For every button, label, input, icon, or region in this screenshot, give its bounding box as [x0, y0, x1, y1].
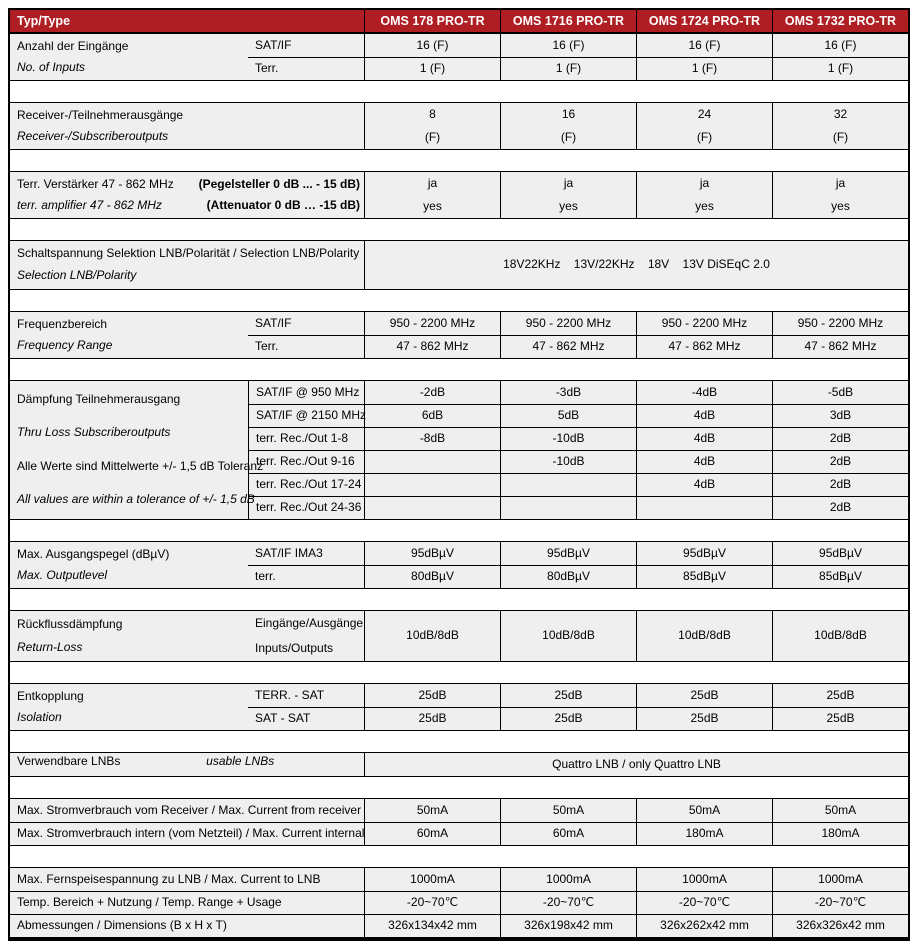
value-cell [500, 473, 636, 496]
value-cell: 47 - 862 MHz [772, 335, 908, 358]
value-cell: -20~70℃ [500, 891, 636, 914]
value-cell: 25dB [500, 684, 636, 707]
section-gap [10, 150, 908, 171]
value-cell: 1 (F) [500, 57, 636, 80]
spec-table [8, 8, 910, 941]
value-cell: 95dBµV [500, 542, 636, 565]
sub-label: terr. Rec./Out 9-16 [248, 450, 364, 473]
label-line: Entkopplung [17, 688, 84, 703]
label-text-left: Verwendbare LNBs [17, 754, 121, 768]
section-gap [10, 731, 908, 752]
sub-label: TERR. - SAT [255, 687, 325, 702]
value-cell: 25dB [772, 684, 908, 707]
value-cell [636, 172, 772, 218]
value-line: (F) [696, 129, 713, 144]
sub-label: SAT/IF @ 2150 MHz [248, 404, 364, 427]
value-line: yes [831, 198, 850, 213]
section-gap [10, 846, 908, 867]
label-line: Schaltspannung Selektion LNB/Polarität / Selection LNB/Polarity [17, 246, 360, 261]
value-cell: 10dB/8dB [364, 611, 500, 661]
value-cell: 85dBµV [772, 565, 908, 588]
value-cell: 16 (F) [636, 34, 772, 57]
value-cell: -3dB [500, 381, 636, 404]
value-cell: 25dB [636, 684, 772, 707]
row-label [10, 753, 364, 776]
value-cell [772, 103, 908, 149]
sub-label: Terr. [248, 57, 364, 80]
section-gap [10, 290, 908, 311]
value-line: 32 [833, 106, 848, 121]
value-cell: 4dB [636, 404, 772, 427]
label-line: Anzahl der Eingänge [17, 38, 129, 53]
label-line: Thru Loss Subscriberoutputs [17, 425, 171, 440]
label-text-left: terr. amplifier 47 - 862 MHz [17, 197, 162, 212]
value-cell: 1 (F) [636, 57, 772, 80]
value-cell: 47 - 862 MHz [500, 335, 636, 358]
row-label [10, 542, 248, 588]
value-line: 8 [429, 106, 436, 121]
value-cell [500, 496, 636, 519]
table-body [10, 33, 908, 938]
sub-label: SAT/IF @ 950 MHz [248, 381, 364, 404]
label-line: No. of Inputs [17, 59, 86, 74]
value-cell [500, 103, 636, 149]
value-cell: 50mA [364, 799, 500, 822]
value-cell: 25dB [636, 707, 772, 730]
value-cell: 60mA [500, 822, 636, 845]
label-line [17, 199, 360, 213]
label-line: Alle Werte sind Mittelwerte +/- 1,5 dB Toleranz [17, 458, 263, 473]
value-cell: 80dBµV [500, 565, 636, 588]
value-cell: 950 - 2200 MHz [636, 312, 772, 335]
sub-label: SAT/IF [255, 37, 292, 52]
value-cell: -20~70℃ [364, 891, 500, 914]
sub-label: SAT/IF IMA3 [255, 545, 323, 560]
value-cell: 25dB [500, 707, 636, 730]
value-cell: 1 (F) [772, 57, 908, 80]
row-label: Max. Stromverbrauch vom Receiver / Max. Current from receiver [17, 802, 362, 817]
section-gap [10, 589, 908, 610]
value-cell: 950 - 2200 MHz [772, 312, 908, 335]
value-cell: -2dB [364, 381, 500, 404]
spec-section [10, 380, 908, 520]
value-cell: 4dB [636, 427, 772, 450]
value-cell: 950 - 2200 MHz [364, 312, 500, 335]
value-cell: 5dB [500, 404, 636, 427]
value-cell [500, 172, 636, 218]
value-cell: 25dB [364, 684, 500, 707]
sub-label: terr. Rec./Out 24-36 [248, 496, 364, 519]
value-cell: 85dBµV [636, 565, 772, 588]
label-text-left: Terr. Verstärker 47 - 862 MHz [17, 176, 174, 191]
value-cell: 2dB [772, 450, 908, 473]
sub-label: SAT/IF [255, 315, 292, 330]
value-cell [364, 473, 500, 496]
label-text-italic: usable LNBs [206, 754, 275, 768]
value-cell [364, 172, 500, 218]
value-cell: 6dB [364, 404, 500, 427]
section-gap [10, 777, 908, 798]
sub-label: terr. [248, 565, 364, 588]
value-line: ja [563, 175, 574, 190]
section-gap [10, 359, 908, 380]
value-cell [364, 496, 500, 519]
value-cell: 1000mA [364, 868, 500, 891]
value-cell: 95dBµV [636, 542, 772, 565]
value-cell: 1000mA [500, 868, 636, 891]
value-cell: 3dB [772, 404, 908, 427]
value-cell: 10dB/8dB [772, 611, 908, 661]
value-line: ja [835, 175, 846, 190]
value-cell: 1000mA [636, 868, 772, 891]
row-label [10, 684, 248, 730]
header-col-oms-178: OMS 178 PRO-TR [364, 10, 500, 32]
value-cell: 326x326x42 mm [772, 914, 908, 937]
value-line: 16 [561, 106, 576, 121]
row-label [10, 34, 248, 80]
row-label: Max. Stromverbrauch intern (vom Netzteil) / Max. Current internal [10, 822, 364, 845]
label-line: Frequency Range [17, 337, 113, 352]
value-cell: -20~70℃ [636, 891, 772, 914]
header-type-label: Typ/Type [17, 14, 71, 28]
sub-label-line: Inputs/Outputs [255, 640, 334, 655]
label-line [17, 178, 360, 192]
spec-section [10, 867, 908, 938]
label-line: Selection LNB/Polarity [17, 268, 137, 283]
label-line: Max. Outputlevel [17, 567, 108, 582]
spec-section [10, 798, 908, 846]
value-cell: 2dB [772, 473, 908, 496]
row-label: Temp. Bereich + Nutzung / Temp. Range + Usage [10, 891, 364, 914]
value-cell: -5dB [772, 381, 908, 404]
value-cell-span: Quattro LNB / only Quattro LNB [364, 753, 908, 776]
value-cell: 2dB [772, 427, 908, 450]
value-cell: 60mA [364, 822, 500, 845]
label-line: Return-Loss [17, 639, 83, 654]
row-label [10, 241, 364, 289]
value-cell: 4dB [636, 473, 772, 496]
label-line: Frequenzbereich [17, 316, 108, 331]
value-cell: 2dB [772, 496, 908, 519]
value-cell: 50mA [772, 799, 908, 822]
value-cell: 25dB [364, 707, 500, 730]
sub-label-line: Eingänge/Ausgänge [255, 615, 364, 630]
label-line: Isolation [17, 709, 62, 724]
value-line: ja [427, 175, 438, 190]
spec-section [10, 683, 908, 731]
value-cell: 95dBµV [772, 542, 908, 565]
value-cell: -10dB [500, 427, 636, 450]
value-cell: -20~70℃ [772, 891, 908, 914]
value-cell: 326x262x42 mm [636, 914, 772, 937]
label-line: Dämpfung Teilnehmerausgang [17, 391, 181, 406]
value-cell: 50mA [500, 799, 636, 822]
section-gap [10, 520, 908, 541]
value-line: (F) [424, 129, 441, 144]
label-line: Max. Ausgangspegel (dBµV) [17, 546, 170, 561]
spec-section [10, 33, 908, 81]
section-gap [10, 662, 908, 683]
label-line: Rückflussdämpfung [17, 616, 123, 631]
sub-label [248, 611, 364, 661]
spec-section [10, 541, 908, 589]
label-text-right: (Pegelsteller 0 dB ... - 15 dB) [198, 176, 360, 191]
sub-label: SAT - SAT [248, 707, 364, 730]
value-cell: 180mA [636, 822, 772, 845]
row-label [10, 172, 364, 218]
value-cell: -10dB [500, 450, 636, 473]
value-cell: 4dB [636, 450, 772, 473]
value-line: (F) [560, 129, 577, 144]
value-cell: 16 (F) [772, 34, 908, 57]
value-cell: 47 - 862 MHz [636, 335, 772, 358]
value-cell: -8dB [364, 427, 500, 450]
value-cell-span: 18V22KHz 13V/22KHz 18V 13V DiSEqC 2.0 [364, 241, 908, 289]
value-cell: 950 - 2200 MHz [500, 312, 636, 335]
spec-section [10, 311, 908, 359]
sub-label: terr. Rec./Out 1-8 [248, 427, 364, 450]
value-cell: 16 (F) [364, 34, 500, 57]
spec-section [10, 171, 908, 219]
value-line: (F) [832, 129, 849, 144]
row-label [10, 103, 364, 149]
section-gap [10, 219, 908, 240]
value-cell: 25dB [772, 707, 908, 730]
value-cell: 16 (F) [500, 34, 636, 57]
value-line: ja [699, 175, 710, 190]
row-label: Max. Fernspeisespannung zu LNB / Max. Current to LNB [17, 871, 321, 886]
value-line: yes [559, 198, 578, 213]
value-cell [364, 450, 500, 473]
value-cell: 95dBµV [364, 542, 500, 565]
spec-section [10, 102, 908, 150]
row-label [10, 381, 263, 519]
value-cell: 326x198x42 mm [500, 914, 636, 937]
value-cell: 47 - 862 MHz [364, 335, 500, 358]
value-cell [636, 103, 772, 149]
sub-label: Terr. [248, 335, 364, 358]
sub-label: terr. Rec./Out 17-24 [248, 473, 364, 496]
row-label: Abmessungen / Dimensions (B x H x T) [10, 914, 364, 937]
value-cell: 80dBµV [364, 565, 500, 588]
value-cell: 180mA [772, 822, 908, 845]
header-col-oms-1724: OMS 1724 PRO-TR [636, 10, 772, 32]
value-line: yes [695, 198, 714, 213]
value-cell: 1 (F) [364, 57, 500, 80]
value-cell: 326x134x42 mm [364, 914, 500, 937]
row-label [10, 611, 248, 661]
section-gap [10, 81, 908, 102]
value-line: yes [423, 198, 442, 213]
label-line: Receiver-/Teilnehmerausgänge [17, 107, 184, 122]
header-col-oms-1732: OMS 1732 PRO-TR [772, 10, 908, 32]
label-line: All values are within a tolerance of +/- 1,5 dB [17, 492, 255, 507]
value-cell: -4dB [636, 381, 772, 404]
label-line: Receiver-/Subscriberoutputs [17, 128, 169, 143]
row-label [10, 312, 248, 358]
value-cell [772, 172, 908, 218]
value-cell: 10dB/8dB [500, 611, 636, 661]
table-header-row [10, 10, 908, 33]
spec-section [10, 752, 908, 777]
value-cell [636, 496, 772, 519]
value-cell: 50mA [636, 799, 772, 822]
spec-section [10, 240, 908, 290]
value-cell: 1000mA [772, 868, 908, 891]
label-text-right: (Attenuator 0 dB … -15 dB) [206, 197, 360, 212]
header-col-oms-1716: OMS 1716 PRO-TR [500, 10, 636, 32]
value-line: 24 [697, 106, 712, 121]
value-cell [364, 103, 500, 149]
value-cell: 10dB/8dB [636, 611, 772, 661]
spec-section [10, 610, 908, 662]
